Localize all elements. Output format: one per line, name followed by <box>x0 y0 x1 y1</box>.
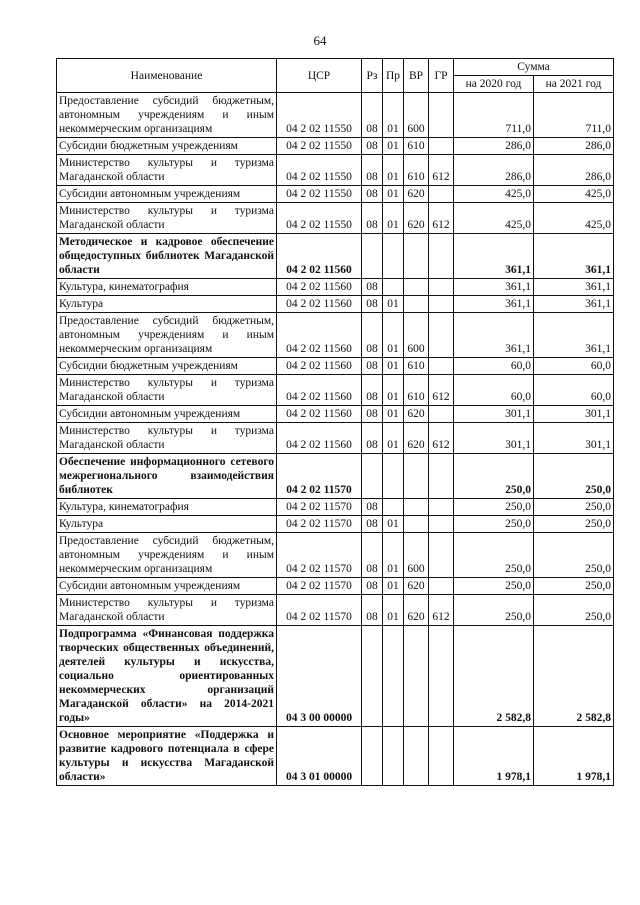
cell-pr: 01 <box>383 578 404 595</box>
cell-csr: 04 2 02 11560 <box>277 423 362 454</box>
cell-pr: 01 <box>383 203 404 234</box>
cell-vr <box>404 279 429 296</box>
cell-sum-2021: 361,1 <box>534 279 614 296</box>
cell-vr <box>404 454 429 499</box>
cell-sum-2021: 2 582,8 <box>534 626 614 727</box>
cell-sum-2021: 250,0 <box>534 499 614 516</box>
cell-pr <box>383 626 404 727</box>
cell-vr: 600 <box>404 313 429 358</box>
header-csr: ЦСР <box>277 59 362 93</box>
table-row <box>57 375 614 406</box>
cell-pr: 01 <box>383 595 404 626</box>
cell-name: Субсидии бюджетным учреждениям <box>57 138 277 155</box>
header-pr: Пр <box>383 59 404 93</box>
cell-sum-2020: 250,0 <box>454 499 534 516</box>
cell-vr <box>404 499 429 516</box>
cell-gr <box>429 578 454 595</box>
cell-gr <box>429 186 454 203</box>
cell-gr <box>429 533 454 578</box>
cell-gr <box>429 279 454 296</box>
cell-csr: 04 2 02 11560 <box>277 279 362 296</box>
cell-csr: 04 2 02 11560 <box>277 358 362 375</box>
cell-pr <box>383 234 404 279</box>
cell-name: Культура, кинематография <box>57 499 277 516</box>
cell-rz: 08 <box>362 375 383 406</box>
table-row <box>57 533 614 578</box>
cell-vr <box>404 234 429 279</box>
cell-rz: 08 <box>362 93 383 138</box>
cell-name: Обеспечение информационного сетевого межрегионального взаимодействия библиотек <box>57 454 277 499</box>
table-row <box>57 595 614 626</box>
cell-gr <box>429 296 454 313</box>
cell-sum-2020: 711,0 <box>454 93 534 138</box>
cell-sum-2020: 361,1 <box>454 279 534 296</box>
cell-csr: 04 2 02 11560 <box>277 313 362 358</box>
cell-csr: 04 2 02 11570 <box>277 595 362 626</box>
cell-pr: 01 <box>383 313 404 358</box>
cell-name: Предоставление субсидий бюджетным, автономным учреждениям и иным некоммерческим организациям <box>57 313 277 358</box>
cell-pr: 01 <box>383 93 404 138</box>
cell-name: Культура, кинематография <box>57 279 277 296</box>
budget-table <box>56 58 614 786</box>
table-row <box>57 279 614 296</box>
cell-rz: 08 <box>362 203 383 234</box>
cell-pr: 01 <box>383 375 404 406</box>
cell-name: Министерство культуры и туризма Магаданской области <box>57 595 277 626</box>
cell-gr <box>429 454 454 499</box>
table-body <box>57 93 614 786</box>
table-row <box>57 516 614 533</box>
cell-vr: 610 <box>404 138 429 155</box>
table-row <box>57 626 614 727</box>
cell-sum-2021: 361,1 <box>534 296 614 313</box>
cell-gr: 612 <box>429 375 454 406</box>
cell-csr: 04 2 02 11570 <box>277 499 362 516</box>
cell-rz: 08 <box>362 516 383 533</box>
cell-name: Субсидии бюджетным учреждениям <box>57 358 277 375</box>
table-header-row <box>57 59 614 76</box>
cell-sum-2020: 286,0 <box>454 138 534 155</box>
cell-csr: 04 2 02 11570 <box>277 533 362 578</box>
cell-pr <box>383 279 404 296</box>
cell-sum-2020: 2 582,8 <box>454 626 534 727</box>
cell-sum-2020: 301,1 <box>454 423 534 454</box>
cell-pr <box>383 454 404 499</box>
cell-sum-2020: 425,0 <box>454 203 534 234</box>
cell-sum-2020: 60,0 <box>454 358 534 375</box>
cell-gr <box>429 313 454 358</box>
cell-rz: 08 <box>362 406 383 423</box>
cell-vr <box>404 296 429 313</box>
cell-gr <box>429 138 454 155</box>
cell-gr <box>429 516 454 533</box>
cell-sum-2021: 60,0 <box>534 358 614 375</box>
cell-rz: 08 <box>362 578 383 595</box>
cell-vr: 620 <box>404 423 429 454</box>
cell-csr: 04 2 02 11560 <box>277 406 362 423</box>
cell-sum-2021: 425,0 <box>534 203 614 234</box>
cell-sum-2020: 361,1 <box>454 296 534 313</box>
cell-vr: 620 <box>404 406 429 423</box>
cell-sum-2021: 286,0 <box>534 138 614 155</box>
table-row <box>57 499 614 516</box>
cell-name: Основное мероприятие «Поддержка и развитие кадрового потенциала в сфере культуры и искусства Магаданской области» <box>57 727 277 786</box>
cell-name: Министерство культуры и туризма Магаданской области <box>57 155 277 186</box>
cell-gr <box>429 234 454 279</box>
cell-pr <box>383 499 404 516</box>
cell-pr: 01 <box>383 138 404 155</box>
cell-vr: 620 <box>404 595 429 626</box>
header-year-2021: на 2021 год <box>534 76 614 93</box>
cell-sum-2021: 250,0 <box>534 516 614 533</box>
cell-vr: 610 <box>404 358 429 375</box>
cell-rz: 08 <box>362 423 383 454</box>
cell-name: Субсидии автономным учреждениям <box>57 186 277 203</box>
cell-rz: 08 <box>362 186 383 203</box>
cell-sum-2020: 1 978,1 <box>454 727 534 786</box>
cell-sum-2020: 361,1 <box>454 234 534 279</box>
page-number: 64 <box>313 33 327 48</box>
cell-pr: 01 <box>383 186 404 203</box>
cell-csr: 04 2 02 11570 <box>277 516 362 533</box>
cell-sum-2021: 711,0 <box>534 93 614 138</box>
cell-csr: 04 2 02 11550 <box>277 203 362 234</box>
cell-gr: 612 <box>429 595 454 626</box>
cell-gr <box>429 93 454 138</box>
cell-pr: 01 <box>383 406 404 423</box>
cell-gr <box>429 358 454 375</box>
cell-rz: 08 <box>362 499 383 516</box>
cell-pr <box>383 727 404 786</box>
header-rz: Рз <box>362 59 383 93</box>
cell-sum-2021: 286,0 <box>534 155 614 186</box>
cell-name: Предоставление субсидий бюджетным, автономным учреждениям и иным некоммерческим организациям <box>57 93 277 138</box>
cell-sum-2020: 361,1 <box>454 313 534 358</box>
cell-name: Подпрограмма «Финансовая поддержка творческих общественных объединений, деятелей культуры и искусства, социально ориентированных некоммерческих организаций Магаданской области» на 2014-2021 годы» <box>57 626 277 727</box>
cell-gr <box>429 499 454 516</box>
cell-sum-2020: 250,0 <box>454 595 534 626</box>
header-sum: Сумма <box>454 59 614 76</box>
cell-pr: 01 <box>383 516 404 533</box>
cell-csr: 04 3 00 00000 <box>277 626 362 727</box>
cell-sum-2020: 250,0 <box>454 578 534 595</box>
cell-name: Субсидии автономным учреждениям <box>57 406 277 423</box>
cell-vr: 610 <box>404 155 429 186</box>
cell-sum-2021: 301,1 <box>534 423 614 454</box>
cell-sum-2021: 425,0 <box>534 186 614 203</box>
cell-vr: 620 <box>404 186 429 203</box>
cell-vr <box>404 626 429 727</box>
cell-name: Предоставление субсидий бюджетным, автономным учреждениям и иным некоммерческим организациям <box>57 533 277 578</box>
cell-csr: 04 2 02 11570 <box>277 454 362 499</box>
cell-rz: 08 <box>362 279 383 296</box>
table-row <box>57 313 614 358</box>
cell-sum-2021: 250,0 <box>534 533 614 578</box>
table-row <box>57 155 614 186</box>
cell-name: Субсидии автономным учреждениям <box>57 578 277 595</box>
cell-vr: 620 <box>404 578 429 595</box>
cell-csr: 04 2 02 11560 <box>277 296 362 313</box>
cell-sum-2021: 361,1 <box>534 234 614 279</box>
table-row <box>57 203 614 234</box>
cell-sum-2020: 301,1 <box>454 406 534 423</box>
cell-sum-2021: 250,0 <box>534 595 614 626</box>
cell-sum-2021: 250,0 <box>534 454 614 499</box>
cell-vr: 600 <box>404 93 429 138</box>
cell-name: Министерство культуры и туризма Магаданской области <box>57 423 277 454</box>
cell-csr: 04 2 02 11550 <box>277 155 362 186</box>
header-name: Наименование <box>57 59 277 93</box>
cell-name: Культура <box>57 516 277 533</box>
cell-rz <box>362 626 383 727</box>
cell-pr: 01 <box>383 533 404 578</box>
cell-sum-2020: 250,0 <box>454 533 534 578</box>
cell-csr: 04 2 02 11550 <box>277 186 362 203</box>
cell-sum-2020: 250,0 <box>454 516 534 533</box>
cell-csr: 04 2 02 11570 <box>277 578 362 595</box>
cell-gr: 612 <box>429 155 454 186</box>
table-row <box>57 454 614 499</box>
cell-sum-2021: 250,0 <box>534 578 614 595</box>
cell-sum-2020: 286,0 <box>454 155 534 186</box>
cell-name: Министерство культуры и туризма Магаданской области <box>57 375 277 406</box>
cell-vr: 600 <box>404 533 429 578</box>
cell-csr: 04 2 02 11550 <box>277 93 362 138</box>
cell-sum-2021: 301,1 <box>534 406 614 423</box>
cell-rz: 08 <box>362 138 383 155</box>
header-vr: ВР <box>404 59 429 93</box>
table-row <box>57 578 614 595</box>
cell-vr: 610 <box>404 375 429 406</box>
cell-gr: 612 <box>429 203 454 234</box>
cell-sum-2021: 361,1 <box>534 313 614 358</box>
cell-rz <box>362 727 383 786</box>
cell-name: Культура <box>57 296 277 313</box>
cell-sum-2020: 425,0 <box>454 186 534 203</box>
table-row <box>57 358 614 375</box>
cell-sum-2021: 1 978,1 <box>534 727 614 786</box>
cell-csr: 04 2 02 11560 <box>277 375 362 406</box>
cell-pr: 01 <box>383 423 404 454</box>
cell-vr <box>404 516 429 533</box>
cell-gr <box>429 626 454 727</box>
table-row <box>57 138 614 155</box>
cell-csr: 04 2 02 11550 <box>277 138 362 155</box>
cell-name: Методическое и кадровое обеспечение общедоступных библиотек Магаданской области <box>57 234 277 279</box>
header-year-2020: на 2020 год <box>454 76 534 93</box>
cell-vr <box>404 727 429 786</box>
cell-sum-2020: 250,0 <box>454 454 534 499</box>
table-row <box>57 406 614 423</box>
cell-vr: 620 <box>404 203 429 234</box>
cell-pr: 01 <box>383 296 404 313</box>
table-row <box>57 423 614 454</box>
cell-pr: 01 <box>383 155 404 186</box>
cell-gr: 612 <box>429 423 454 454</box>
header-gr: ГР <box>429 59 454 93</box>
cell-csr: 04 3 01 00000 <box>277 727 362 786</box>
table-row <box>57 296 614 313</box>
cell-name: Министерство культуры и туризма Магаданской области <box>57 203 277 234</box>
cell-csr: 04 2 02 11560 <box>277 234 362 279</box>
cell-rz <box>362 234 383 279</box>
cell-gr <box>429 406 454 423</box>
cell-rz <box>362 454 383 499</box>
cell-rz: 08 <box>362 533 383 578</box>
cell-rz: 08 <box>362 296 383 313</box>
table-row <box>57 93 614 138</box>
table-row <box>57 234 614 279</box>
cell-rz: 08 <box>362 155 383 186</box>
table-row <box>57 727 614 786</box>
cell-pr: 01 <box>383 358 404 375</box>
cell-gr <box>429 727 454 786</box>
cell-rz: 08 <box>362 358 383 375</box>
table-row <box>57 186 614 203</box>
cell-sum-2021: 60,0 <box>534 375 614 406</box>
cell-sum-2020: 60,0 <box>454 375 534 406</box>
cell-rz: 08 <box>362 595 383 626</box>
cell-rz: 08 <box>362 313 383 358</box>
